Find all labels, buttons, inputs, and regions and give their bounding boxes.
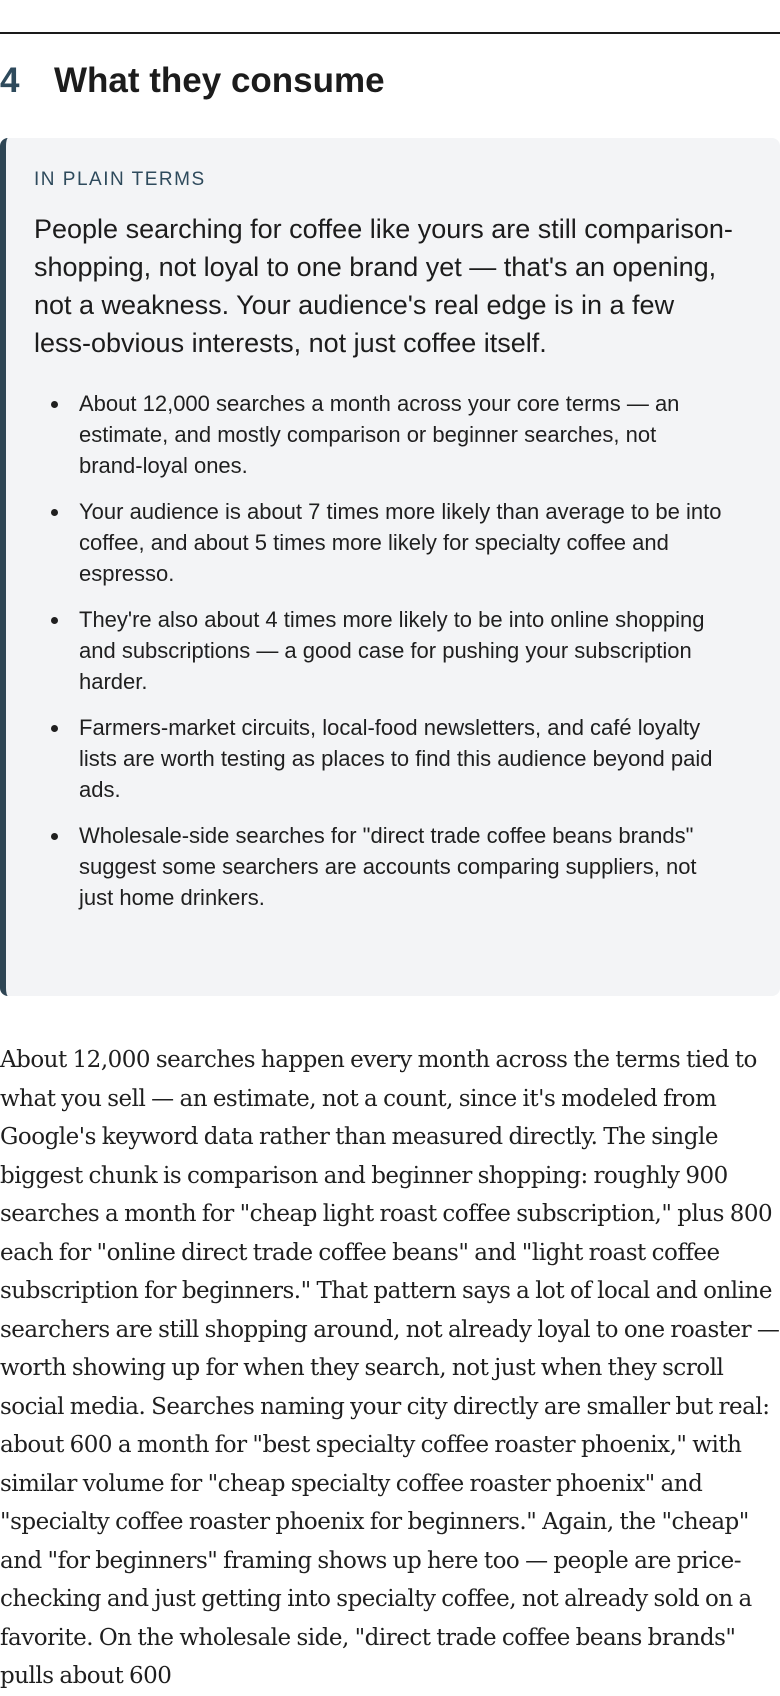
callout-bullet <box>34 388 724 481</box>
callout-kicker: IN PLAIN TERMS <box>34 169 206 190</box>
callout-bullet-text: About 12,000 searches a month across your core terms — an estimate, and mostly comparison or beginner searches, not brand-loyal ones. <box>79 391 680 478</box>
bullet-dot-icon <box>51 725 58 732</box>
callout-bullet-list <box>34 388 760 913</box>
callout-lead: People searching for coffee like yours are still comparison-shopping, not loyal to one brand yet — that's an opening, not a weakness. Your audience's real edge is in a few less-obvious interests, not just coffee itself. <box>34 214 733 358</box>
callout-bullet-text: Farmers-market circuits, local-food newsletters, and café loyalty lists are worth testing as places to find this audience beyond paid ads. <box>79 715 713 802</box>
bullet-dot-icon <box>51 401 58 408</box>
body-paragraph: About 12,000 searches happen every month across the terms tied to what you sell — an estimate, not a count, since it's modeled from Google's keyword data rather than measured directly. The single biggest chunk is comparison and beginner shopping: roughly 900 searches a month for "cheap light roast coffee subscription," plus 800 each for "online direct trade coffee beans" and "light roast coffee subscription for beginners." That pattern says a lot of local and online searchers are still shopping around, not already loyal to one roaster — worth showing up for when they search, not just when they scroll social media. Searches naming your city directly are smaller but real: about 600 a month for "best specialty coffee roaster phoenix," with similar volume for "cheap specialty coffee roaster phoenix" and "specialty coffee roaster phoenix for beginners." Again, the "cheap" and "for beginners" framing shows up here too — people are price-checking and just getting into specialty coffee, not already sold on a favorite. On the wholesale side, "direct trade coffee beans brands" pulls about 600 <box>0 1047 780 1689</box>
section-number: 4 <box>0 61 20 100</box>
section-title: What they consume <box>54 61 385 100</box>
callout-bullet <box>34 820 724 913</box>
callout-bullet-text: They're also about 4 times more likely to be into online shopping and subscriptions — a good case for pushing your subscription harder. <box>79 607 705 694</box>
bullet-dot-icon <box>51 833 58 840</box>
top-divider <box>0 32 780 34</box>
callout-bullet-text: Wholesale-side searches for "direct trade coffee beans brands" suggest some searchers are accounts comparing suppliers, not just home drinkers. <box>79 823 697 910</box>
callout-bullet-text: Your audience is about 7 times more likely than average to be into coffee, and about 5 times more likely for specialty coffee and espresso. <box>79 499 722 586</box>
bullet-dot-icon <box>51 617 58 624</box>
callout-bullet <box>34 712 724 805</box>
section-heading <box>0 58 385 104</box>
callout-bullet <box>34 604 724 697</box>
bullet-dot-icon <box>51 509 58 516</box>
callout-bullet <box>34 496 724 589</box>
plain-terms-callout <box>0 138 780 996</box>
